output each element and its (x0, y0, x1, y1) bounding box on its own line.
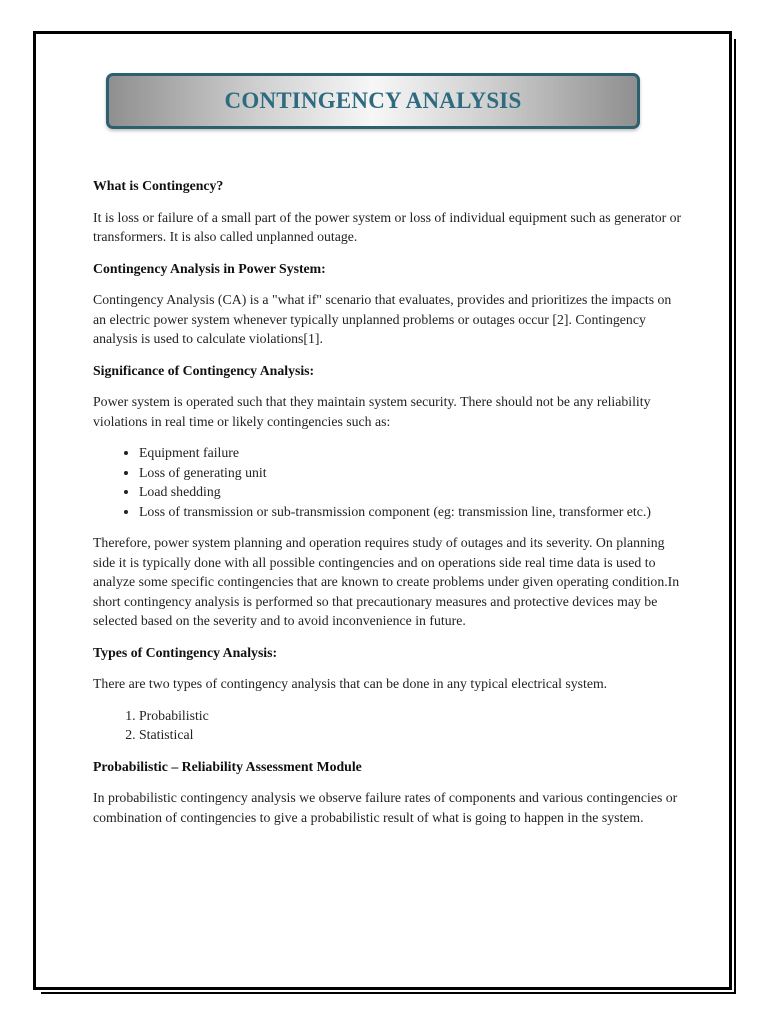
title-banner (106, 73, 640, 129)
heading-types: Types of Contingency Analysis: (93, 644, 278, 660)
heading-probabilistic: Probabilistic – Reliability Assessment Module (93, 758, 362, 774)
types-numbered-list (93, 706, 683, 745)
document-body (93, 176, 683, 839)
list-item: 1. Probabilistic (139, 706, 683, 726)
paragraph-therefore: Therefore, power system planning and operation requires study of outages and its severity. On planning side it is typically done with all possible contingencies and on operations side real time data is used to analyze some specific contingencies that are known to create problems under given operating condition.In short contingency analysis is performed so that precautionary measures and protective devices may be selected based on the severity and to avoid inconvenience in future. (93, 535, 680, 628)
heading-significance: Significance of Contingency Analysis: (93, 362, 315, 378)
heading-what-is-contingency: What is Contingency? (93, 178, 224, 193)
document-title: CONTINGENCY ANALYSIS (224, 88, 522, 113)
paragraph-probabilistic: In probabilistic contingency analysis we observe failure rates of components and various contingencies or combination of contingencies to give a probabilistic result of what is going to happen in the system. (93, 790, 678, 825)
list-item: • Load shedding (139, 482, 683, 502)
list-item: • Loss of generating unit (139, 463, 683, 483)
paragraph-types: There are two types of contingency analysis that can be done in any typical electrical system. (93, 676, 608, 691)
paragraph-what-is-contingency: It is loss or failure of a small part of the power system or loss of individual equipment such as generator or transformers. It is also called unplanned outage. (93, 209, 682, 244)
significance-bullet-list (93, 443, 683, 521)
paragraph-significance: Power system is operated such that they maintain system security. There should not be any reliability violations in real time or likely contingencies such as: (93, 394, 651, 429)
heading-ca-power-system: Contingency Analysis in Power System: (93, 260, 326, 276)
list-item: 2. Statistical (139, 725, 683, 745)
list-item: • Loss of transmission or sub-transmission component (eg: transmission line, transformer etc.) (139, 502, 683, 522)
list-item: • Equipment failure (139, 443, 683, 463)
paragraph-ca-power-system: Contingency Analysis (CA) is a "what if" scenario that evaluates, provides and prioritizes the impacts on an electric power system whenever typically unplanned problems or outages occur [2]. Contingency analysis is used to calculate violations[1]. (93, 292, 672, 346)
